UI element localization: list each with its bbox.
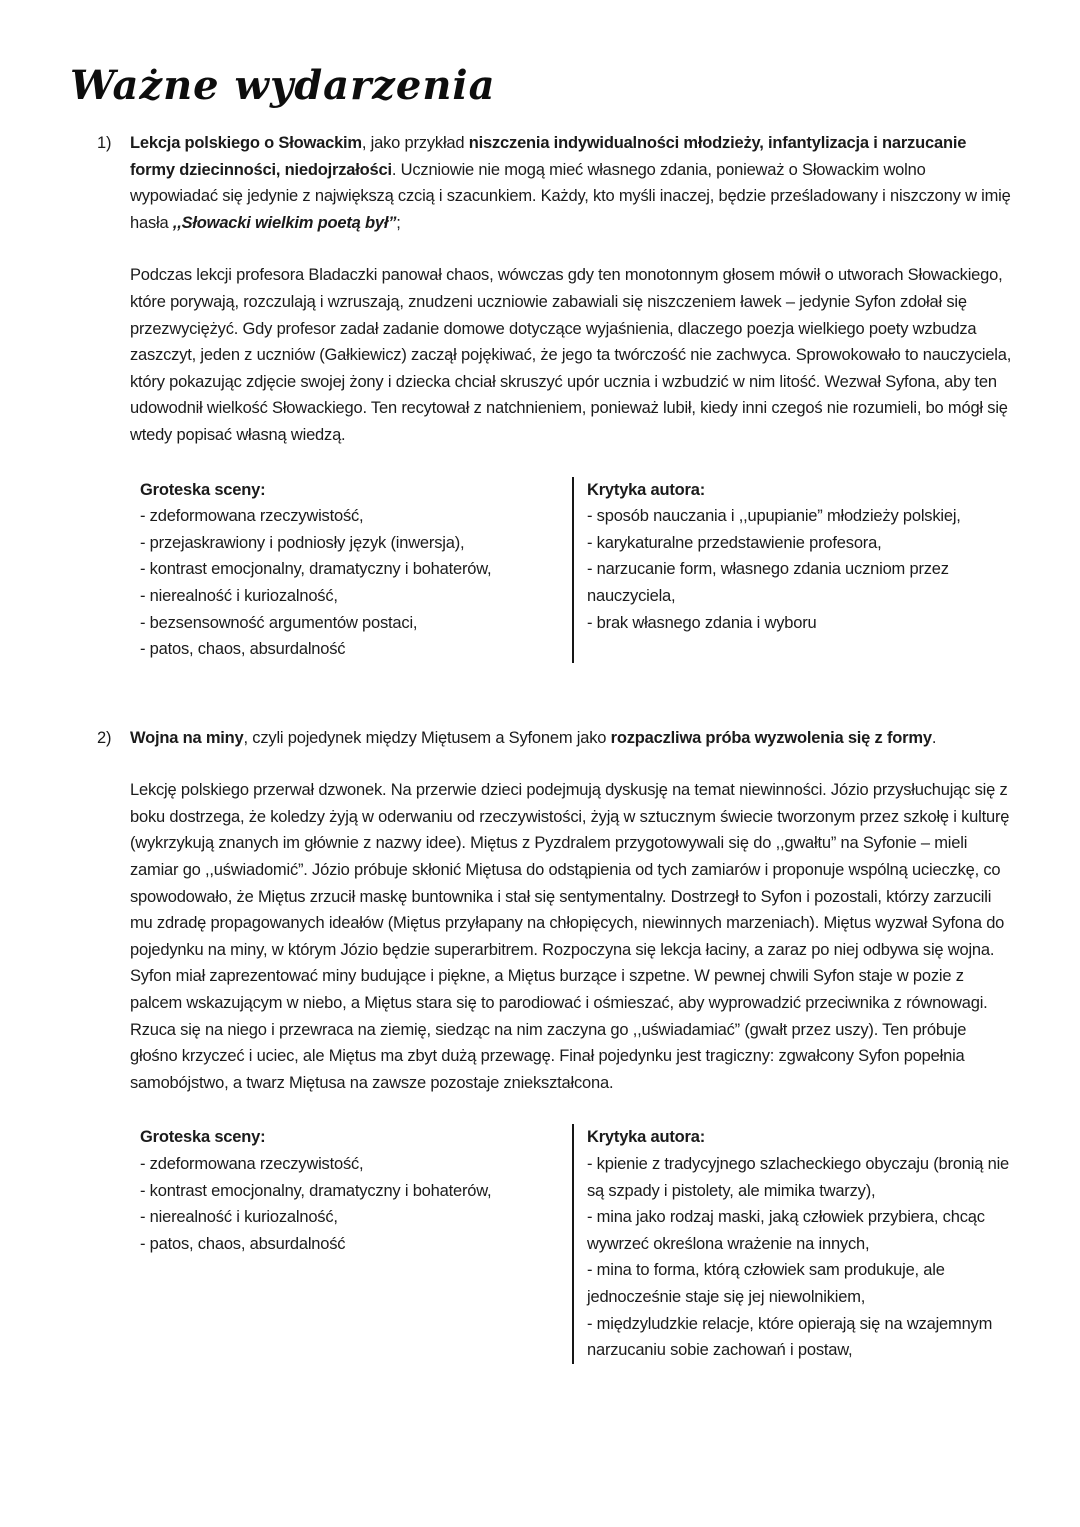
bullet-line: - przejaskrawiony i podniosły język (inwersja), (140, 533, 465, 552)
bullet-line: - kontrast emocjonalny, dramatyczny i bohaterów, (140, 560, 492, 579)
heading-bold-segment: Wojna na miny (130, 728, 244, 747)
grotesque-column (140, 1124, 572, 1363)
bullet-line: - bezsensowność argumentów postaci, (140, 613, 418, 632)
event-item-1 (97, 130, 1012, 663)
event-heading (130, 725, 1012, 752)
bullet-line: - mina to forma, którą człowiek sam produkuje, ale jednocześnie staje się jej niewolnikiem, (587, 1261, 945, 1306)
heading-text-segment: , czyli pojedynek między Miętusem a Syfonem jako (243, 728, 611, 747)
event-item-2 (97, 725, 1012, 1364)
criticism-column (574, 1124, 1012, 1363)
heading-text-segment: . (931, 728, 937, 747)
column-heading: Groteska sceny: (140, 1128, 266, 1147)
event-paragraph: Lekcję polskiego przerwał dzwonek. Na przerwie dzieci podejmują dyskusję na temat niewinności. Józio przysłuchując się z boku dostrzega, że koledzy żyją w oderwaniu od rzeczywistości, żyją w sztucznym świecie tworzonym przez szkołę i kulturę (wykrzykują znanych im głównie z nazwy idee). Miętus z Pyzdralem przygotowywali się do ,,gwałtu” na Syfonie – mieli zamiar go ,,uświadomić”. Józio próbuje skłonić Miętusa do odstąpienia od tych zamiarów i proponuje wspólną ucieczkę, co spowodowało, że Miętus zrzucił maskę buntownika i stał się sentymentalny. Dostrzegł to Syfon i pozostali, którzy zarzucili mu zdradę propagowanych ideałów (Miętus przyłapany na chłopięcych, niewinnych marzeniach). Miętus wyzwał Syfona do pojedynku na miny, w którym Józio będzie superarbitrem. Rozpoczyna się lekcja łaciny, a zaraz po niej odbywa się wojna. Syfon miał zaprezentować miny budujące i piękne, a Miętus burzące i szpetne. W pewnej chwili Syfon staje w pozie z palcem wskazującym w niebo, a Miętus stara się to parodiować i ośmieszać, aby wyprowadzić przeciwnika z równowagi. Rzuca się na niego i przewraca na ziemię, siedząc na nim zaczyna go ,,uświadamiać” (gwałt przez uszy). Ten próbuje głośno krzyczeć i uciec, ale Miętus ma zbyt dużą przewagę. Finał pojedynku jest tragiczny: zgwałcony Syfon popełnia samobójstwo, a twarz Miętusa na zawsze pozostaje zniekształcona. (130, 781, 1010, 1092)
event-content (130, 725, 1012, 1364)
column-heading: Krytyka autora: (587, 480, 706, 499)
comparison-table (140, 477, 1012, 663)
comparison-table (140, 1124, 1012, 1363)
heading-bold-segment: niszczenia indywidualności młodzieży, infantylizacja i narzucanie formy dziecinności, niedojrzałości (130, 134, 967, 179)
bullet-line: - kontrast emocjonalny, dramatyczny i bohaterów, (140, 1181, 492, 1200)
heading-text-segment: , jako przykład (361, 134, 469, 152)
list-number: 2) (97, 728, 112, 747)
bullet-line: - międzyludzkie relacje, które opierają się na wzajemnym narzucaniu sobie zachowań i postaw, (587, 1314, 993, 1360)
bullet-line: - patos, chaos, absurdalność (140, 1234, 346, 1253)
bullet-line: - mina jako rodzaj maski, jaką człowiek przybiera, chcąc wywrzeć określona wrażenie na innych, (587, 1208, 985, 1253)
bullet-line: - patos, chaos, absurdalność (140, 640, 346, 659)
bullet-line: - sposób nauczania i ,,upupianie” młodzieży polskiej, (587, 507, 961, 526)
bullet-line: - nierealność i kuriozalność, (140, 586, 338, 605)
bullet-line: - zdeformowana rzeczywistość, (140, 507, 364, 526)
heading-text-segment: ; (396, 213, 401, 232)
grotesque-column (140, 477, 572, 663)
heading-bold-italic-segment: ,,Słowacki wielkim poetą był” (172, 213, 397, 232)
event-paragraph: Podczas lekcji profesora Bladaczki panował chaos, wówczas gdy ten monotonnym głosem mówił o utworach Słowackiego, które porywają, rozczulają i wzruszają, znudzeni uczniowie zabawiali się niszczeniem ławek – jedynie Syfon zdołał się przezwyciężyć. Gdy profesor zadał zadanie domowe dotyczące wyjaśnienia, dlaczego poezja wielkiego poety wzbudza zaszczyt, jeden z uczniów (Gałkiewicz) zaczął pojękiwać, że jego ta twórczość nie zachwyca. Sprowokowało to nauczyciela, który pokazując zdjęcie swojej żony i dziecka chciał skruszyć upór ucznia i wzbudzić w nim litość. Wezwał Syfona, aby ten udowodnił wielkość Słowackiego. Ten recytował z natchnieniem, ponieważ lubił, kiedy inni czegoś nie rozumieli, bo mógł się wtedy popisać własną wiedzą. (130, 266, 1012, 444)
events-list (70, 130, 1012, 1364)
bullet-line: - karykaturalne przedstawienie profesora, (587, 533, 882, 552)
event-content (130, 130, 1012, 663)
criticism-column (574, 477, 1012, 663)
bullet-line: - narzucanie form, własnego zdania uczniom przez nauczyciela, (587, 560, 949, 605)
page-title: Ważne wydarzenia (70, 62, 496, 109)
column-heading: Groteska sceny: (140, 480, 266, 499)
heading-bold-segment: rozpaczliwa próba wyzwolenia się z formy (610, 728, 932, 747)
list-number: 1) (97, 134, 112, 152)
column-heading: Krytyka autora: (587, 1128, 706, 1147)
bullet-line: - nierealność i kuriozalność, (140, 1208, 338, 1227)
bullet-line: - zdeformowana rzeczywistość, (140, 1155, 364, 1173)
event-heading (130, 130, 1012, 236)
heading-bold-segment: Lekcja polskiego o Słowackim (130, 134, 362, 152)
bullet-line: - brak własnego zdania i wyboru (587, 613, 817, 632)
heading-text-segment: . Uczniowie nie mogą mieć własnego zdania, ponieważ o Słowackim wolno wypowiadać się jedynie z największą czcią i szacunkiem. Każdy, kto myśli inaczej, będzie prześladowany i niszczony w imię hasła (130, 160, 1011, 232)
bullet-line: - kpienie z tradycyjnego szlacheckiego obyczaju (bronią nie są szpady i pistolety, ale mimika twarzy), (587, 1155, 1010, 1200)
